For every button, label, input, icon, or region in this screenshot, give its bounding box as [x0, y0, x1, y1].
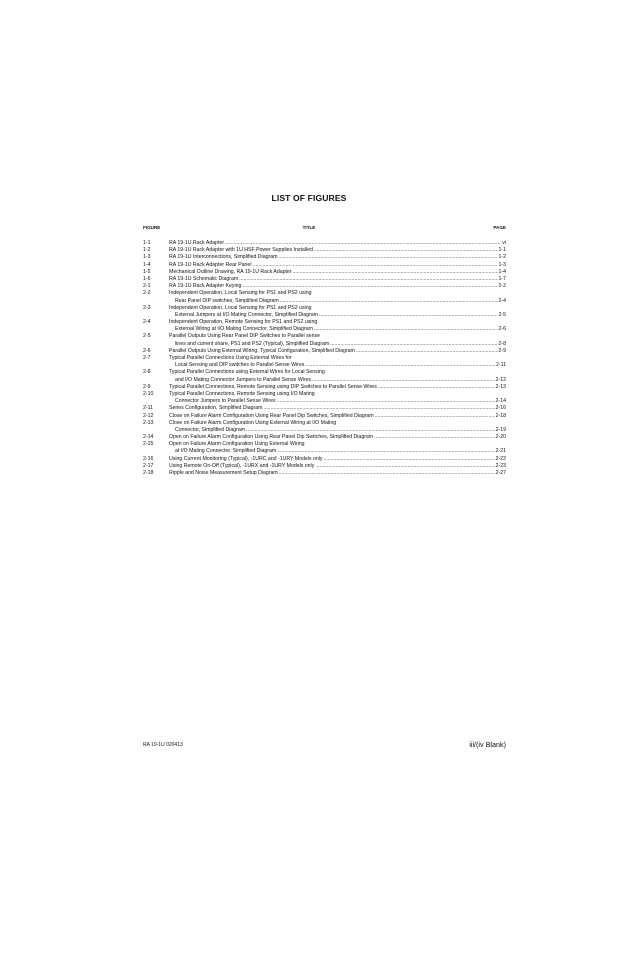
figure-entry — [143, 283, 506, 290]
figure-list — [143, 240, 506, 477]
figure-number: 2-16 — [143, 455, 154, 462]
dot-leader — [277, 448, 494, 455]
figure-title: Connector Jumpers to Parallel Sense Wires — [175, 398, 276, 405]
figure-title: RA 19-1U Interconnections, Simplified Diagram — [169, 254, 278, 261]
figure-page: 1-4 — [498, 268, 506, 275]
page-number: iii/(iv Blank) — [469, 740, 506, 749]
figure-page: 2-22 — [495, 455, 506, 462]
figure-title: and I/O Mating Connector Jumpers to Parallel Sense Wires — [175, 376, 312, 383]
figure-number: 2-12 — [143, 412, 154, 419]
figure-title: RA 19-1U Schematic Diagram — [169, 275, 239, 282]
figure-number: 2-17 — [143, 462, 154, 469]
figure-number: 2-6 — [143, 347, 151, 354]
dot-leader — [315, 463, 494, 470]
figure-entry — [143, 441, 506, 455]
figure-number: 1-4 — [143, 261, 151, 268]
figure-title: Open on Failure Alarm Configuration Using Rear Panel Dip Switches, Simplified Diagram — [169, 434, 374, 441]
figure-page: 1-3 — [498, 261, 506, 268]
dot-leader — [375, 413, 495, 420]
figure-entry — [143, 305, 506, 319]
dot-leader — [305, 362, 495, 369]
figure-entry — [143, 240, 506, 247]
figure-number: 2-5 — [143, 333, 151, 340]
figure-number: 1-3 — [143, 254, 151, 261]
figure-title: Independent Operation, Remote Sensing for PS1 and PS2 using — [169, 319, 318, 326]
figure-number: 2-18 — [143, 470, 154, 476]
figure-title: Rear Panel DIP switches, Simplified Diagram — [175, 297, 279, 304]
dot-leader — [293, 269, 498, 276]
figure-entry — [143, 470, 506, 477]
figure-entry — [143, 384, 506, 391]
figure-number: 1-6 — [143, 275, 151, 282]
figure-entry — [143, 434, 506, 441]
dot-leader — [323, 456, 494, 463]
figure-title: Typical Parallel Connections, Remote Sensing using I/O Mating — [169, 390, 315, 397]
figure-page: 2-16 — [495, 405, 506, 412]
figure-title: RA 19-1U Rack Adapter with 1U HSF Power Supplies Installed — [169, 247, 313, 254]
figure-title: RA 19-1U Rack Adapter Keying — [169, 283, 242, 290]
figure-entry — [143, 405, 506, 412]
figure-title: RA 19-1U Rack Adapter — [169, 240, 225, 246]
figure-entry — [143, 319, 506, 333]
column-header-figure: FIGURE — [143, 225, 161, 230]
figure-number: 2-8 — [143, 369, 151, 376]
figure-page: 1-1 — [498, 247, 506, 254]
dot-leader — [319, 312, 497, 319]
figure-page: 2-13 — [495, 383, 506, 390]
figure-page: 2-12 — [495, 376, 506, 383]
figure-title: Close on Failure Alarm Configuration Using External Wiring at I/O Mating — [169, 419, 337, 426]
figure-title: Parallel Outputs Using Rear Panel DIP Switches to Parallel sense — [169, 333, 320, 340]
figure-number: 1-5 — [143, 268, 151, 275]
figure-number: 2-14 — [143, 434, 154, 441]
figure-title: Close on Failure Alarm Configuration Using Rear Panel Dip Switches, Simplified Diagram — [169, 412, 374, 419]
figure-entry — [143, 413, 506, 420]
figure-entry — [143, 355, 506, 369]
figure-entry — [143, 333, 506, 347]
figure-number: 1-1 — [143, 240, 151, 246]
figure-page: vi — [502, 240, 506, 246]
figure-entry — [143, 348, 506, 355]
figure-entry — [143, 262, 506, 269]
figure-title: Series Configuration, Simplified Diagram — [169, 405, 263, 412]
figure-title: Using Remote On-Off (Typical), -1URX and -1URY Models only — [169, 462, 315, 469]
dot-leader — [312, 377, 495, 384]
figure-entry — [143, 369, 506, 383]
figure-title: Typical Parallel Connections Using External Wires for — [169, 355, 292, 361]
figure-page: 1-7 — [498, 275, 506, 282]
dot-leader — [330, 341, 497, 348]
figure-page: 2-6 — [498, 326, 506, 333]
figure-page: 2-9 — [498, 347, 506, 354]
figure-page: 2-20 — [495, 434, 506, 441]
figure-number: 2-11 — [143, 405, 153, 412]
dot-leader — [278, 254, 497, 261]
dot-leader — [277, 398, 495, 405]
figure-title: Open on Failure Alarm Configuration Using External Wiring — [169, 441, 305, 448]
figure-page: 2-2 — [498, 283, 506, 290]
dot-leader — [378, 384, 495, 391]
figure-number: 2-7 — [143, 355, 151, 361]
figure-page: 2-27 — [495, 470, 506, 476]
figure-page: 2-8 — [498, 340, 506, 347]
dot-leader — [242, 283, 497, 290]
figure-page: 2-18 — [495, 412, 506, 419]
figure-number: 2-9 — [143, 383, 151, 390]
dot-leader — [280, 298, 498, 305]
figure-page: 2-4 — [498, 297, 506, 304]
figure-title: Ripple and Noise Measurement Setup Diagram — [169, 470, 278, 476]
dot-leader — [374, 434, 494, 441]
dot-leader — [239, 276, 497, 283]
figure-entry — [143, 269, 506, 276]
figure-title: External Jumpers at I/O Mating Connector, Simplified Diagram — [175, 311, 319, 318]
figure-title: Mechanical Outline Drawing, RA 19-1U Rack Adapter — [169, 268, 292, 275]
figure-title: Typical Parallel Connections, Remote Sensing using DIP Switches to Parallel Sense Wires — [169, 383, 377, 390]
figure-number: 2-2 — [143, 290, 151, 297]
figure-page: 2-19 — [495, 426, 506, 433]
figure-title: Connector, Simplified Diagram — [175, 426, 246, 433]
figure-page: 2-23 — [495, 462, 506, 469]
figure-entry — [143, 254, 506, 261]
dot-leader — [314, 247, 498, 254]
figure-number: 2-1 — [143, 283, 151, 290]
dot-leader — [252, 262, 497, 269]
figure-entry — [143, 463, 506, 470]
document-id: RA 19-1U 020413 — [143, 742, 183, 748]
figure-page: 1-2 — [498, 254, 506, 261]
figure-title: RA 19-1U Rack Adapter Rear Panel — [169, 261, 252, 268]
figure-title: Typical Parallel Connections using External Wires for Local Sensing — [169, 369, 325, 376]
figure-entry — [143, 290, 506, 304]
figure-number: 2-13 — [143, 419, 154, 426]
figure-number: 2-15 — [143, 441, 154, 448]
figure-number: 2-10 — [143, 390, 154, 397]
figure-title: Using Current Monitoring (Typical), -1URC and -1URY Models only — [169, 455, 323, 462]
figure-page: 2-11 — [496, 362, 506, 369]
figure-entry — [143, 456, 506, 463]
figure-title: at I/O Mating Connector, Simplified Diagram — [175, 448, 277, 455]
figure-title: External Wiring at I/O Mating Connector, Simplified Diagram — [175, 326, 313, 333]
figure-title: Parallel Outputs Using External Wiring, Typical Configuration, Simplified Diagram — [169, 347, 355, 354]
figure-page: 2-21 — [495, 448, 506, 455]
figure-page: 2-14 — [495, 398, 506, 405]
figure-title: lines and current share, PS1 and PS2 (Typical), Simplified Diagram — [175, 340, 330, 347]
dot-leader — [225, 240, 501, 247]
dot-leader — [263, 405, 494, 412]
dot-leader — [314, 326, 498, 333]
figure-page: 2-5 — [498, 311, 506, 318]
figure-entry — [143, 420, 506, 434]
figure-title: Independent Operation, Local Sensing for PS1 and PS2 using — [169, 290, 312, 297]
figure-number: 2-3 — [143, 304, 151, 311]
figure-title: Independent Operation, Local Sensing for PS1 and PS2 using — [169, 304, 312, 311]
figure-entry — [143, 391, 506, 405]
figure-number: 1-2 — [143, 247, 151, 254]
figure-entry — [143, 276, 506, 283]
dot-leader — [279, 470, 495, 477]
page-title: LIST OF FIGURES — [271, 193, 347, 203]
column-header-title: TITLE — [302, 225, 316, 230]
column-header-page: PAGE — [493, 225, 506, 230]
figure-title: Local Sensing and DIP switches to Parallel Sense Wires — [175, 362, 305, 369]
figure-entry — [143, 247, 506, 254]
dot-leader — [356, 348, 498, 355]
figure-number: 2-4 — [143, 319, 151, 326]
dot-leader — [246, 427, 495, 434]
